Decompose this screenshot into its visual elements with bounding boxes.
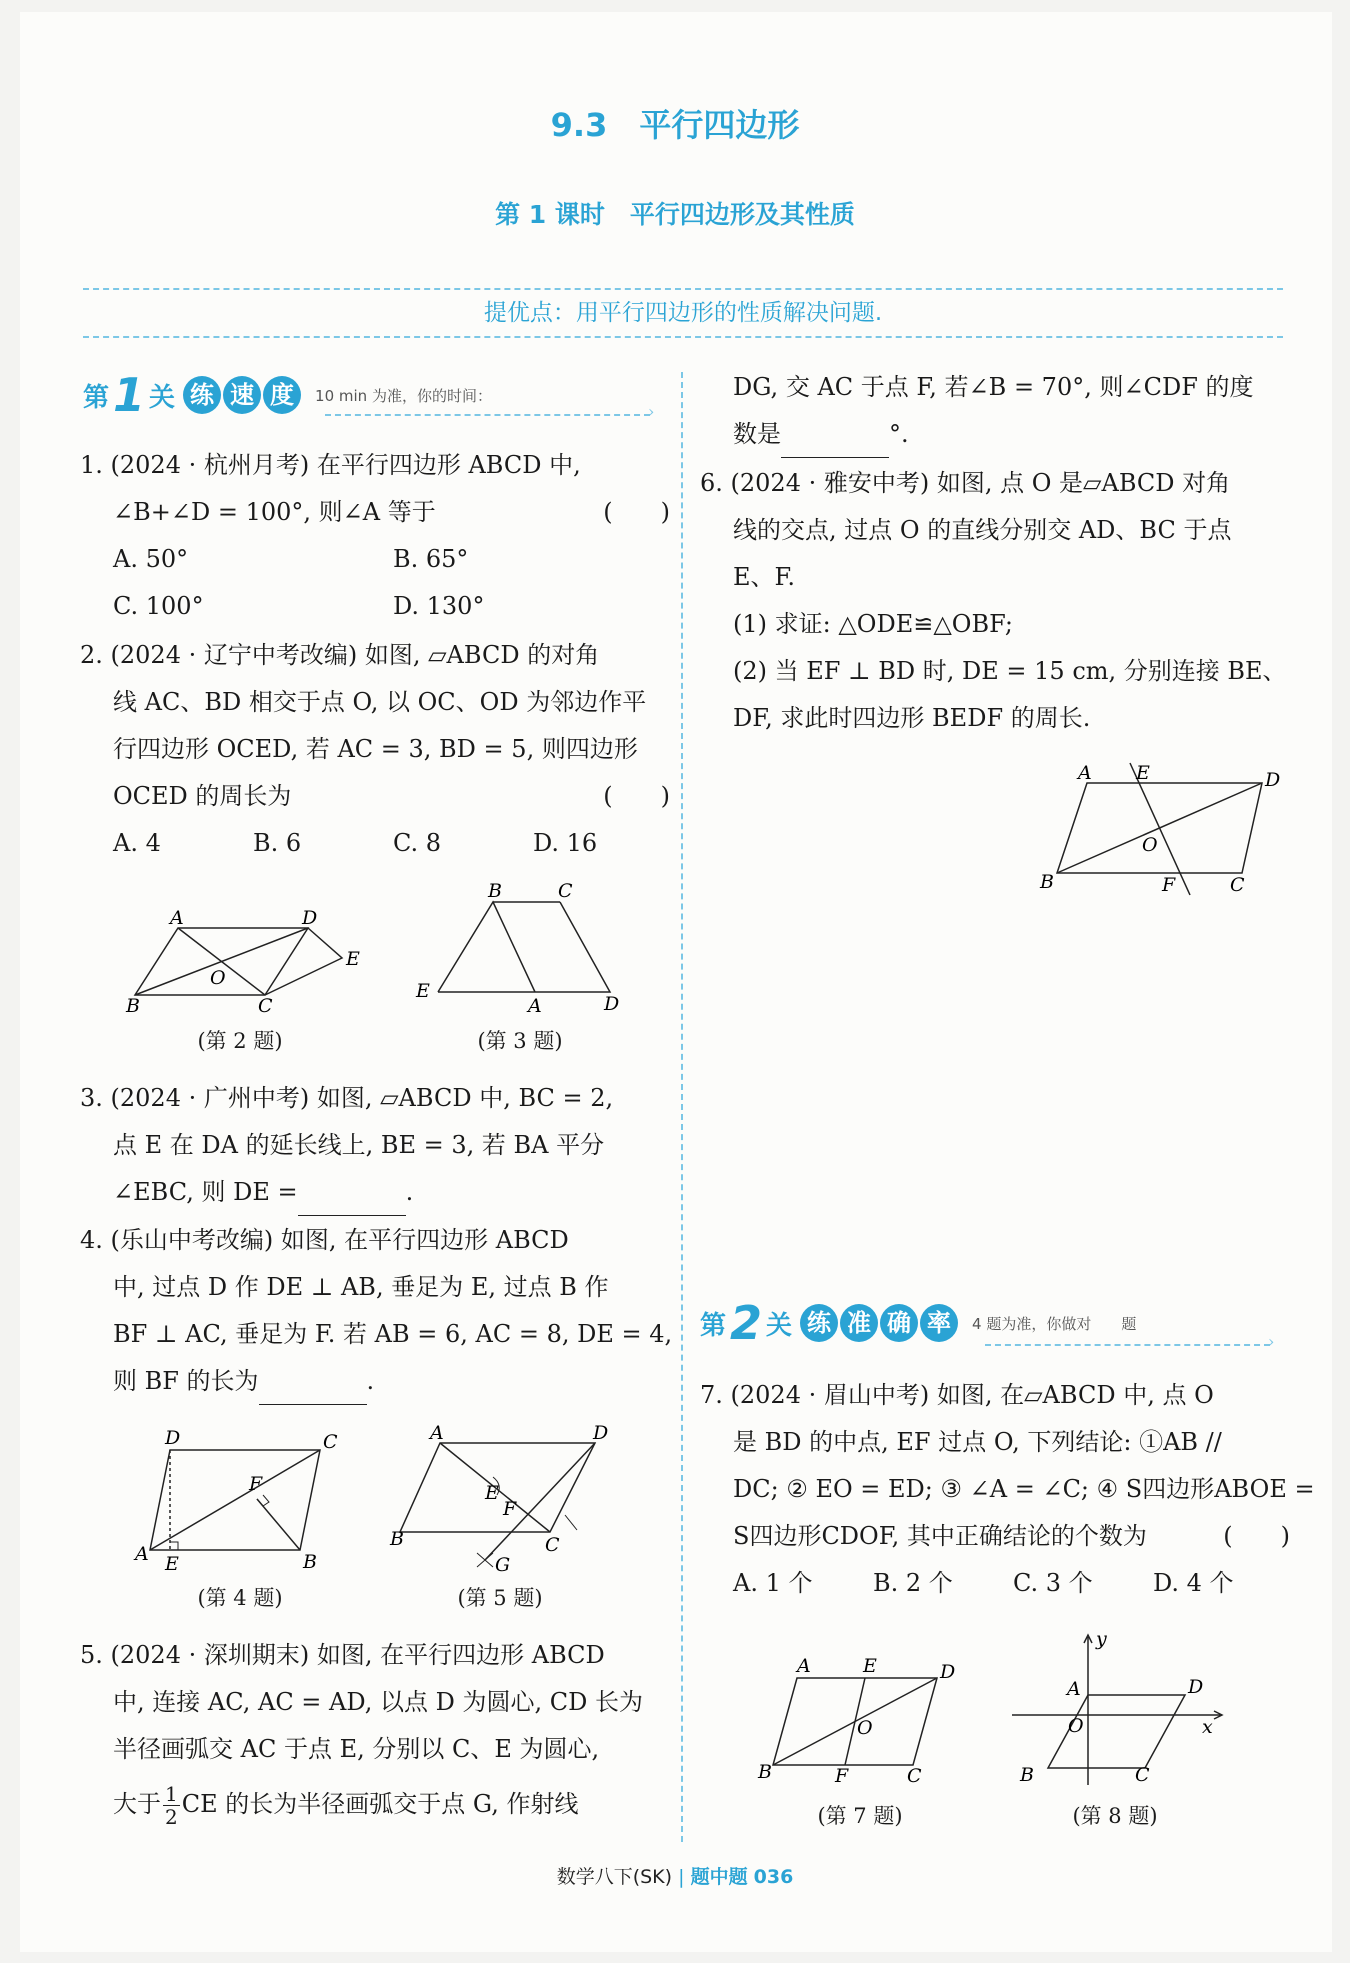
fig-label: B bbox=[1040, 871, 1054, 893]
fig-label: A bbox=[528, 995, 542, 1015]
q3-line bbox=[80, 1169, 670, 1216]
q2-line: 2. (2024 · 辽宁中考改编) 如图, ▱ABCD 的对角 bbox=[80, 641, 600, 669]
section-title: 9.3 平行四边形 bbox=[550, 106, 800, 144]
level2-badge bbox=[800, 1304, 958, 1342]
level1-header bbox=[83, 370, 492, 420]
question-6 bbox=[700, 460, 1290, 742]
level1-guan: 关 bbox=[149, 382, 176, 413]
answer-blank[interactable] bbox=[298, 1185, 406, 1216]
fig-label: A bbox=[1078, 762, 1092, 784]
q7-text: S四边形CDOF, 其中正确结论的个数为 bbox=[733, 1522, 1147, 1550]
option: B. 2 个 bbox=[873, 1569, 953, 1597]
q5-line: 半径画弧交 AC 于点 E, 分别以 C、E 为圆心, bbox=[113, 1735, 600, 1763]
badge-char: 率 bbox=[920, 1304, 958, 1342]
fig-label: D bbox=[1188, 1676, 1204, 1698]
fig-label: C bbox=[907, 1765, 922, 1785]
fig-label: G bbox=[495, 1554, 511, 1575]
q6-line: DF, 求此时四边形 BEDF 的周长. bbox=[733, 704, 1091, 732]
fig-label: A bbox=[1067, 1678, 1081, 1700]
fig2-caption: (第 2 题) bbox=[197, 1029, 283, 1053]
q2-options bbox=[80, 820, 670, 867]
fraction-denominator: 2 bbox=[165, 1805, 178, 1829]
q1-text: ∠B+∠D = 100°, 则∠A 等于 bbox=[113, 498, 436, 526]
fig-label: x bbox=[1202, 1716, 1213, 1738]
q3-line: 点 E 在 DA 的延长线上, BE = 3, 若 BA 平分 bbox=[113, 1131, 605, 1159]
fig-label: F bbox=[835, 1765, 849, 1785]
q6-line: 6. (2024 · 雅安中考) 如图, 点 O 是▱ABCD 对角 bbox=[700, 469, 1231, 497]
level1-note: 10 min 为准，你的时间： bbox=[315, 386, 492, 405]
badge-char: 练 bbox=[800, 1304, 838, 1342]
level2-header bbox=[700, 1298, 1136, 1348]
q7-line: DC; ② EO = ED; ③ ∠A = ∠C; ④ S四边形ABOE = bbox=[733, 1475, 1315, 1503]
fig-label: A bbox=[430, 1422, 444, 1444]
option: A. 50° bbox=[113, 545, 189, 573]
fig-label: F bbox=[503, 1498, 517, 1520]
level2-di: 第 bbox=[700, 1310, 727, 1341]
fig-label: y bbox=[1096, 1628, 1107, 1650]
q2-line: 行四边形 OCED, 若 AC = 3, BD = 5, 则四边形 bbox=[113, 735, 638, 763]
option: B. 6 bbox=[253, 829, 302, 857]
level2-number: 2 bbox=[730, 1296, 763, 1350]
q7-line: 7. (2024 · 眉山中考) 如图, 在▱ABCD 中, 点 O bbox=[700, 1381, 1214, 1409]
figure-6 bbox=[1030, 755, 1290, 905]
q1-options bbox=[80, 536, 670, 583]
level2-underline bbox=[985, 1344, 1270, 1346]
q5-cont-line bbox=[700, 411, 1290, 458]
q6-line: (1) 求证: △ODE≌△OBF; bbox=[733, 610, 1013, 638]
fig-label: B bbox=[758, 1761, 772, 1783]
fig-label: A bbox=[797, 1655, 811, 1677]
option: D. 16 bbox=[533, 829, 598, 857]
answer-paren: ( ) bbox=[603, 498, 670, 526]
figure-8 bbox=[1000, 1625, 1230, 1795]
q5-text: 大于 bbox=[113, 1790, 161, 1818]
q5-line: 中, 连接 AC, AC = AD, 以点 D 为圆心, CD 长为 bbox=[113, 1688, 644, 1716]
q1-line2 bbox=[80, 489, 670, 536]
q4-text: 则 BF 的长为 bbox=[113, 1367, 259, 1395]
level1-underline bbox=[325, 414, 650, 416]
q6-line: 线的交点, 过点 O 的直线分别交 AD、BC 于点 bbox=[733, 516, 1232, 544]
q4-line: 4. (乐山中考改编) 如图, 在平行四边形 ABCD bbox=[80, 1226, 569, 1254]
answer-paren: ( ) bbox=[603, 782, 670, 810]
q4-line: BF ⊥ AC, 垂足为 F. 若 AB = 6, AC = 8, DE = 4, bbox=[113, 1320, 673, 1348]
fig-label: D bbox=[940, 1661, 956, 1683]
fraction bbox=[163, 1783, 180, 1828]
fig-label: F bbox=[249, 1473, 263, 1495]
option: C. 8 bbox=[393, 829, 442, 857]
fig-label: E bbox=[416, 980, 430, 1002]
arrow-icon: › bbox=[1268, 1332, 1275, 1351]
fig8-caption: (第 8 题) bbox=[1072, 1804, 1158, 1828]
level1-di: 第 bbox=[83, 382, 110, 413]
q2-text: OCED 的周长为 bbox=[113, 782, 292, 810]
fig7-caption: (第 7 题) bbox=[817, 1804, 903, 1828]
question-1 bbox=[80, 442, 670, 630]
fig-label: A bbox=[170, 907, 184, 929]
fig-label: C bbox=[558, 880, 573, 902]
column-divider bbox=[681, 372, 683, 1842]
fraction-numerator: 1 bbox=[165, 1782, 178, 1806]
answer-blank[interactable] bbox=[259, 1374, 367, 1405]
option: D. 130° bbox=[393, 592, 485, 620]
fig-label: A bbox=[135, 1543, 149, 1565]
fig-label: B bbox=[126, 995, 140, 1015]
option: C. 3 个 bbox=[1013, 1569, 1093, 1597]
footer-separator: | bbox=[678, 1866, 685, 1888]
fig-label: B bbox=[1020, 1764, 1034, 1786]
option: A. 4 bbox=[113, 829, 161, 857]
q2-line: 线 AC、BD 相交于点 O, 以 OC、OD 为邻边作平 bbox=[113, 688, 647, 716]
q5-cont-line: DG, 交 AC 于点 F, 若∠B = 70°, 则∠CDF 的度 bbox=[733, 373, 1254, 401]
fig-label: E bbox=[863, 1655, 877, 1677]
badge-char: 度 bbox=[263, 376, 301, 414]
q2-line bbox=[80, 773, 670, 820]
q1-options-row2 bbox=[80, 583, 670, 630]
q7-line bbox=[700, 1513, 1290, 1560]
question-4 bbox=[80, 1217, 673, 1405]
option: A. 1 个 bbox=[733, 1569, 813, 1597]
question-5 bbox=[80, 1632, 670, 1835]
fig-label: D bbox=[165, 1427, 181, 1449]
fig-label: D bbox=[302, 907, 318, 929]
q1-line1: 1. (2024 · 杭州月考) 在平行四边形 ABCD 中, bbox=[80, 451, 581, 479]
lesson-title: 第 1 课时 平行四边形及其性质 bbox=[495, 200, 855, 229]
footer-book: 数学八下(SK) bbox=[556, 1866, 673, 1888]
fig-label: D bbox=[593, 1422, 609, 1444]
tip-bar: 提优点：用平行四边形的性质解决问题. bbox=[83, 288, 1283, 338]
page-footer bbox=[0, 1862, 1350, 1889]
fig-label: B bbox=[303, 1551, 317, 1573]
badge-char: 速 bbox=[223, 376, 261, 414]
answer-blank[interactable] bbox=[781, 427, 889, 458]
q5-line: 5. (2024 · 深圳期末) 如图, 在平行四边形 ABCD bbox=[80, 1641, 605, 1669]
level1-number: 1 bbox=[113, 368, 146, 422]
page-number: 036 bbox=[753, 1866, 794, 1888]
q6-line: E、F. bbox=[733, 563, 796, 591]
fig-label: C bbox=[545, 1534, 560, 1556]
fig-label: E bbox=[165, 1553, 179, 1575]
fig-label: O bbox=[1068, 1715, 1084, 1737]
level2-guan: 关 bbox=[766, 1310, 793, 1341]
level1-badge bbox=[183, 376, 301, 414]
q7-line: 是 BD 的中点, EF 过点 O, 下列结论: ①AB // bbox=[733, 1428, 1222, 1456]
fig-label: D bbox=[604, 993, 620, 1015]
fig4-caption: (第 4 题) bbox=[197, 1586, 283, 1610]
fig-label: O bbox=[1142, 834, 1158, 856]
figure-5 bbox=[385, 1415, 625, 1575]
question-2 bbox=[80, 632, 670, 867]
option: B. 65° bbox=[393, 545, 469, 573]
answer-paren: ( ) bbox=[1223, 1522, 1290, 1550]
fig-label: D bbox=[1265, 769, 1281, 791]
figure-4 bbox=[125, 1420, 355, 1575]
option: D. 4 个 bbox=[1153, 1569, 1234, 1597]
fig5-caption: (第 5 题) bbox=[457, 1586, 543, 1610]
q4-line bbox=[80, 1358, 670, 1405]
fig-label: O bbox=[210, 967, 226, 989]
fig-label: B bbox=[488, 880, 502, 902]
question-3 bbox=[80, 1075, 670, 1216]
figure-7 bbox=[755, 1650, 970, 1785]
fig-label: F bbox=[1162, 874, 1176, 896]
badge-char: 确 bbox=[880, 1304, 918, 1342]
option: C. 100° bbox=[113, 592, 204, 620]
fig-label: E bbox=[485, 1482, 499, 1504]
badge-char: 练 bbox=[183, 376, 221, 414]
fig-label: O bbox=[857, 1717, 873, 1739]
q4-line: 中, 过点 D 作 DE ⊥ AB, 垂足为 E, 过点 B 作 bbox=[113, 1273, 609, 1301]
badge-char: 准 bbox=[840, 1304, 878, 1342]
q3-text: ∠EBC, 则 DE = bbox=[113, 1178, 298, 1206]
q5-text: °. bbox=[889, 420, 909, 448]
figure-3 bbox=[410, 880, 630, 1015]
fig3-caption: (第 3 题) bbox=[477, 1029, 563, 1053]
arrow-icon: › bbox=[648, 402, 655, 421]
footer-section: 题中题 bbox=[690, 1866, 748, 1888]
q5-text: 数是 bbox=[733, 420, 781, 448]
figure-2 bbox=[120, 900, 370, 1015]
q7-options bbox=[700, 1560, 1290, 1607]
question-7 bbox=[700, 1372, 1315, 1607]
fig-label: C bbox=[323, 1431, 338, 1453]
fig-label: E bbox=[1136, 762, 1150, 784]
fig-label: E bbox=[346, 948, 360, 970]
fig-label: C bbox=[258, 995, 273, 1015]
q3-line: 3. (2024 · 广州中考) 如图, ▱ABCD 中, BC = 2, bbox=[80, 1084, 614, 1112]
fig-label: B bbox=[390, 1528, 404, 1550]
q5-text: CE 的长为半径画弧交于点 G, 作射线 bbox=[181, 1790, 579, 1818]
q4-tail: . bbox=[366, 1367, 375, 1395]
level2-note: 4 题为准，你做对 题 bbox=[972, 1314, 1137, 1333]
q3-tail: . bbox=[405, 1178, 414, 1206]
fig-label: C bbox=[1135, 1764, 1150, 1786]
fig-label: C bbox=[1230, 874, 1245, 896]
q5-line bbox=[80, 1773, 670, 1835]
q6-line: (2) 当 EF ⊥ BD 时, DE = 15 cm, 分别连接 BE、 bbox=[733, 657, 1287, 685]
question-5-continued bbox=[700, 364, 1290, 458]
